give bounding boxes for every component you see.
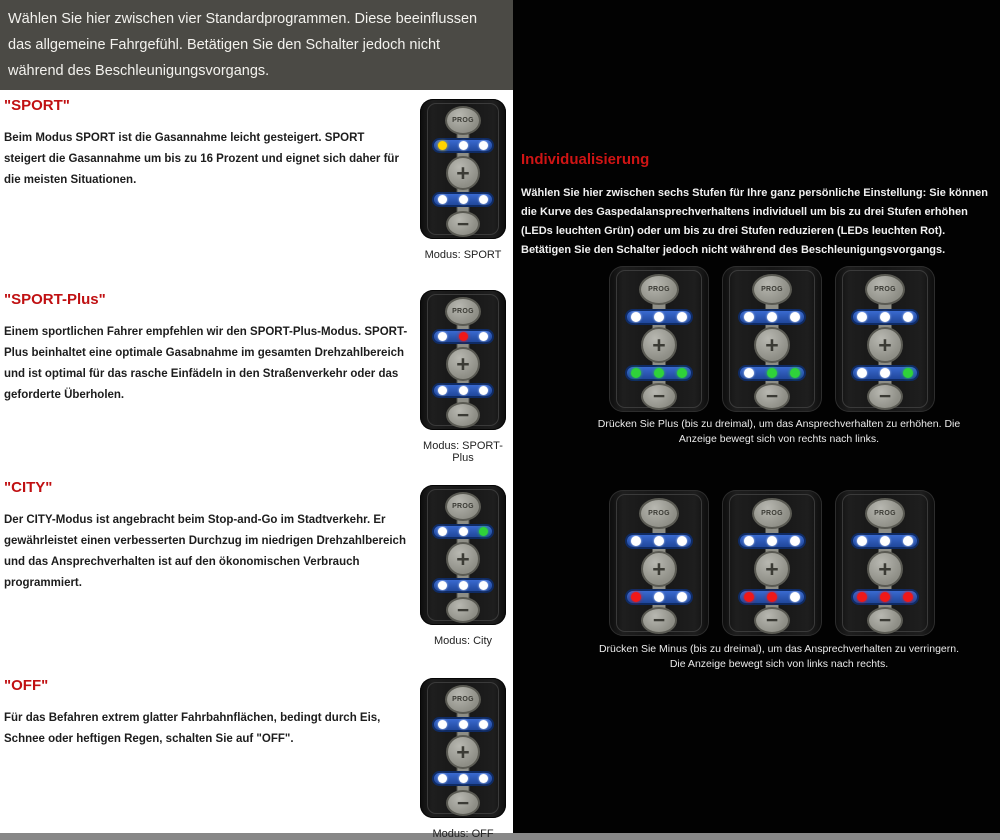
led-white — [880, 368, 890, 378]
led-strip-bottom — [851, 589, 919, 605]
led-white — [677, 592, 687, 602]
led-strip-bottom — [432, 192, 494, 207]
intro-banner — [0, 0, 513, 90]
led-white — [677, 312, 687, 322]
led-white — [880, 536, 890, 546]
minus-button: − — [446, 402, 480, 428]
led-strip-bottom — [851, 365, 919, 381]
minus-button: − — [641, 607, 677, 634]
led-green — [631, 368, 641, 378]
pedalbox-device — [609, 266, 709, 412]
prog-button: PROG — [752, 274, 792, 305]
led-white — [631, 312, 641, 322]
led-white — [479, 774, 488, 783]
led-white — [479, 141, 488, 150]
pedalbox-device-image-minus-2 — [722, 490, 822, 641]
pedalbox-device — [609, 490, 709, 636]
led-white — [438, 720, 447, 729]
pedalbox-device — [420, 485, 506, 625]
device-caption-sport-plus: Modus: SPORT-Plus — [423, 440, 503, 464]
led-white — [479, 386, 488, 395]
minus-button: − — [446, 790, 480, 816]
led-white — [438, 332, 447, 341]
led-red — [903, 592, 913, 602]
led-white — [790, 536, 800, 546]
led-strip-top — [738, 309, 806, 325]
prog-button: PROG — [865, 498, 905, 529]
led-white — [479, 581, 488, 590]
led-white — [459, 581, 468, 590]
minus-step-device-row — [609, 490, 935, 641]
pedalbox-device — [722, 266, 822, 412]
led-red — [880, 592, 890, 602]
led-white — [631, 536, 641, 546]
pedalbox-device-image-plus-2 — [722, 266, 822, 417]
mode-section-off — [0, 677, 412, 750]
pedalbox-device-image-city — [420, 485, 506, 630]
led-strip-top — [432, 524, 494, 539]
plus-button: + — [754, 551, 790, 587]
prog-button: PROG — [865, 274, 905, 305]
plus-step-device-row — [609, 266, 935, 417]
device-caption-off: Modus: OFF — [432, 828, 494, 840]
led-red — [744, 592, 754, 602]
led-green — [790, 368, 800, 378]
pedalbox-device — [420, 290, 506, 430]
pedalbox-device-image-off — [420, 678, 506, 823]
plus-button: + — [867, 551, 903, 587]
led-white — [857, 536, 867, 546]
led-white — [744, 312, 754, 322]
led-green — [903, 368, 913, 378]
mode-body-off: Für das Befahren extrem glatter Fahrbahnflächen, bedingt durch Eis, Schnee oder heftigen Regen, schalten Sie auf "OFF". — [4, 712, 381, 745]
led-white — [654, 536, 664, 546]
plus-button: + — [446, 156, 480, 190]
led-white — [438, 774, 447, 783]
led-white — [654, 312, 664, 322]
led-red — [857, 592, 867, 602]
plus-button: + — [641, 327, 677, 363]
intro-text: Wählen Sie hier zwischen vier Standardprogrammen. Diese beeinflussen das allgemeine Fahrgefühl. Betätigen Sie den Schalter jedoch nicht während des Beschleunigungsvorgangs. — [8, 11, 478, 79]
prog-button: PROG — [752, 498, 792, 529]
led-red — [631, 592, 641, 602]
device-figure-city — [420, 485, 506, 647]
led-white — [654, 592, 664, 602]
led-white — [459, 720, 468, 729]
minus-button: − — [754, 383, 790, 410]
led-green — [479, 527, 488, 536]
led-strip-top — [432, 329, 494, 344]
led-white — [438, 195, 447, 204]
prog-button: PROG — [639, 274, 679, 305]
pedalbox-device — [420, 99, 506, 239]
led-white — [677, 536, 687, 546]
led-green — [654, 368, 664, 378]
led-white — [790, 312, 800, 322]
led-white — [479, 720, 488, 729]
led-green — [767, 368, 777, 378]
minus-button: − — [867, 383, 903, 410]
led-strip-top — [432, 138, 494, 153]
pedalbox-device — [420, 678, 506, 818]
individualisierung-panel — [513, 0, 1000, 833]
pedalbox-device-image-sport-plus — [420, 290, 506, 435]
pedalbox-device-image-plus-3 — [609, 266, 709, 417]
led-white — [857, 368, 867, 378]
device-figure-off — [420, 678, 506, 840]
led-yellow — [438, 141, 447, 150]
plus-button: + — [446, 542, 480, 576]
led-white — [767, 536, 777, 546]
led-strip-top — [738, 533, 806, 549]
device-figure-sport — [420, 99, 506, 261]
prog-button: PROG — [445, 492, 481, 521]
mode-body-city: Der CITY-Modus ist angebracht beim Stop-and-Go im Stadtverkehr. Er gewährleistet einen verbesserten Durchzug im niedrigen Drehzahlbereich und das Ansprechverhalten ist auf den ökonomischen Verbrauch programmiert. — [4, 514, 406, 589]
mode-heading-sport-plus: "SPORT-Plus" — [4, 291, 106, 308]
led-strip-top — [851, 533, 919, 549]
mode-heading-city: "CITY" — [4, 479, 53, 496]
mode-heading-off: "OFF" — [4, 677, 49, 694]
led-strip-bottom — [738, 589, 806, 605]
led-white — [880, 312, 890, 322]
led-strip-top — [432, 717, 494, 732]
device-caption-city: Modus: City — [433, 635, 493, 647]
led-white — [903, 536, 913, 546]
prog-button: PROG — [639, 498, 679, 529]
led-strip-top — [625, 309, 693, 325]
device-figure-sport-plus — [420, 290, 506, 464]
plus-button: + — [641, 551, 677, 587]
led-strip-top — [851, 309, 919, 325]
led-white — [744, 368, 754, 378]
led-white — [903, 312, 913, 322]
led-white — [857, 312, 867, 322]
led-white — [459, 386, 468, 395]
led-red — [459, 332, 468, 341]
led-strip-bottom — [432, 578, 494, 593]
pedalbox-device — [835, 266, 935, 412]
pedalbox-device-image-minus-1 — [609, 490, 709, 641]
plus-row-caption: Drücken Sie Plus (bis zu dreimal), um das Ansprechverhalten zu erhöhen. Die Anzeige bewegt sich von rechts nach links. — [597, 418, 961, 445]
pedalbox-device — [722, 490, 822, 636]
led-strip-top — [625, 533, 693, 549]
mode-heading-sport: "SPORT" — [4, 97, 70, 114]
pedalbox-device-image-plus-1 — [835, 266, 935, 417]
led-white — [438, 527, 447, 536]
led-white — [459, 774, 468, 783]
individualisierung-body: Wählen Sie hier zwischen sechs Stufen für Ihre ganz persönliche Einstellung: Sie können die Kurve des Gaspedalansprechverhaltens individuell um bis zu drei Stufen erhöhen (LEDs leuchten Grün) oder um bis zu drei Stufen reduzieren (LEDs leuchten Rot). Betätigen Sie den Schalter jedoch nicht während des Beschleunigungsvorgangs. — [521, 187, 988, 256]
minus-button: − — [867, 607, 903, 634]
led-white — [479, 332, 488, 341]
pedalbox-device — [835, 490, 935, 636]
led-green — [677, 368, 687, 378]
mode-body-sport: Beim Modus SPORT ist die Gasannahme leicht gesteigert. SPORT steigert die Gasannahme um bis zu 16 Prozent und eignet sich daher für die meisten Situationen. — [4, 132, 399, 186]
prog-button: PROG — [445, 106, 481, 135]
mode-section-sport — [0, 97, 412, 191]
minus-button: − — [641, 383, 677, 410]
plus-button: + — [446, 735, 480, 769]
minus-button: − — [446, 597, 480, 623]
pedalbox-device-image-sport — [420, 99, 506, 244]
led-red — [767, 592, 777, 602]
led-white — [459, 527, 468, 536]
minus-button: − — [754, 607, 790, 634]
individualisierung-heading: Individualisierung — [521, 151, 650, 168]
led-white — [767, 312, 777, 322]
led-white — [479, 195, 488, 204]
mode-section-city — [0, 479, 412, 594]
led-strip-bottom — [625, 365, 693, 381]
led-white — [790, 592, 800, 602]
mode-body-sport-plus: Einem sportlichen Fahrer empfehlen wir den SPORT-Plus-Modus. SPORT-Plus beinhaltet eine optimale Gasabnahme im gesamten Drehzahlbereich und ist optimal für das rasche Einfädeln in den Straßenverkehr oder das geforderte Überholen. — [4, 326, 408, 401]
led-white — [438, 581, 447, 590]
device-caption-sport: Modus: SPORT — [424, 249, 502, 261]
plus-button: + — [446, 347, 480, 381]
led-strip-bottom — [432, 771, 494, 786]
led-white — [459, 141, 468, 150]
led-strip-bottom — [432, 383, 494, 398]
led-white — [744, 536, 754, 546]
plus-button: + — [867, 327, 903, 363]
led-white — [438, 386, 447, 395]
mode-section-sport-plus — [0, 291, 412, 406]
led-strip-bottom — [625, 589, 693, 605]
plus-button: + — [754, 327, 790, 363]
prog-button: PROG — [445, 685, 481, 714]
pedalbox-device-image-minus-3 — [835, 490, 935, 641]
led-white — [459, 195, 468, 204]
led-strip-bottom — [738, 365, 806, 381]
prog-button: PROG — [445, 297, 481, 326]
minus-button: − — [446, 211, 480, 237]
minus-row-caption: Drücken Sie Minus (bis zu dreimal), um das Ansprechverhalten zu verringern. Die Anzeige bewegt sich von links nach rechts. — [598, 643, 960, 670]
